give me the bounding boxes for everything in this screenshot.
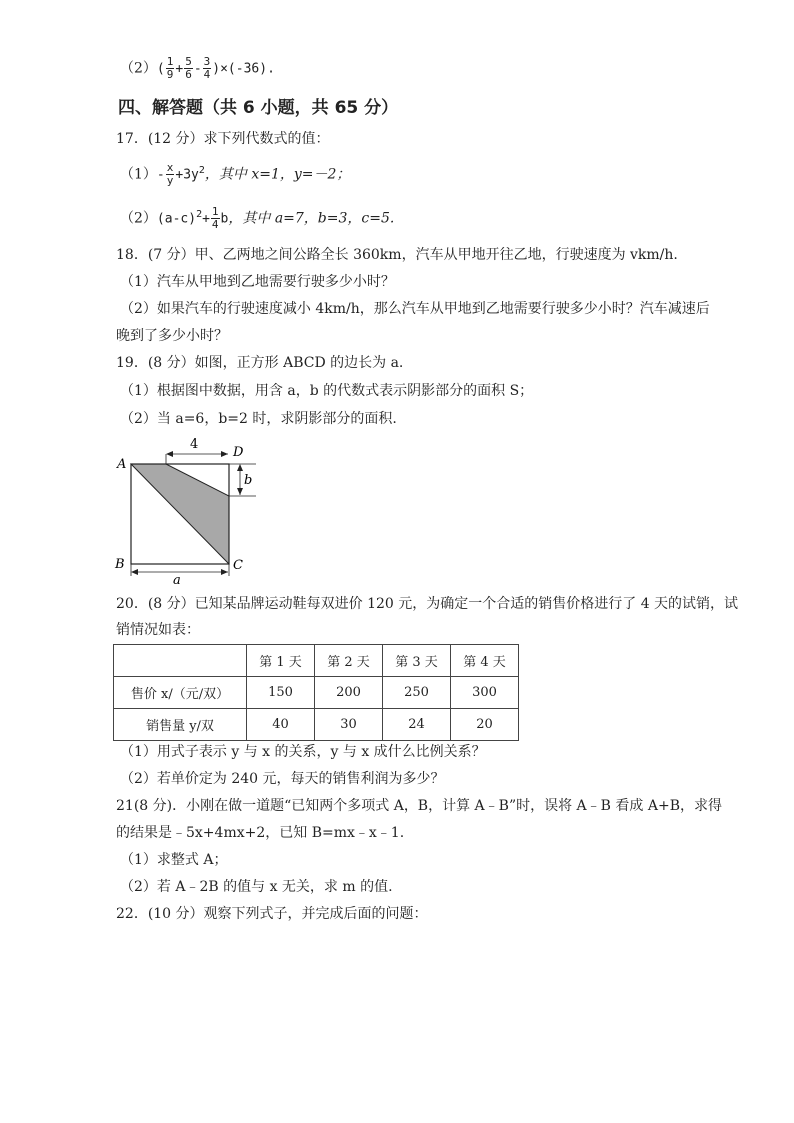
q20-part2: （2）若单价定为 240 元，每天的销售利润为多少？ [120,771,445,787]
table-cell: 200 [315,677,383,709]
fraction-5-6: $\frac{5}{6}$ [185,55,192,81]
q16-part2: （2）( $\frac{1}{9}$ + $\frac{5}{6}$ - $\frac{3}{4}$ )×(-36). [120,55,275,81]
table-cell: 250 [383,677,451,709]
table-header-cell: 第 1 天 [247,645,315,677]
dim-label-b: b [244,473,253,488]
table-cell: 300 [451,677,519,709]
table-cell: 20 [451,709,519,741]
q21-stem: 21(8 分)．小刚在做一道题“已知两个多项式 A，B，计算 A﹣B”时，误将 A﹣B 看成 A+B，求得 [116,798,722,814]
q17-stem: 17．(12 分）求下列代数式的值： [116,131,330,147]
table-header-row [114,645,519,677]
vertex-label-d: D [233,445,244,460]
table-row-label: 售价 x/（元/双） [114,677,247,709]
table-cell: 24 [383,709,451,741]
q19-part1: （1）根据图中数据，用含 a，b 的代数式表示阴影部分的面积 S； [120,383,534,399]
q17-part1: （1）- $\frac{x}{y}$ $+3y^2$，其中 x=1，y=－2； [120,161,351,188]
square-abcd-figure [110,432,270,584]
q20-stem: 20．(8 分）已知某品牌运动鞋每双进价 120 元，为确定一个合适的销售价格进行了 4 天的试销，试 [116,596,739,612]
table-row [114,709,519,741]
q18-part2-cont: 晚到了多少小时？ [116,328,228,344]
q20-stem-cont: 销情况如表： [116,622,200,638]
table-header-cell: 第 3 天 [383,645,451,677]
sales-table [113,644,519,741]
vertex-label-b: B [115,557,125,572]
fraction-1-9: $\frac{1}{9}$ [166,55,174,81]
q19-stem: 19．(8 分）如图，正方形 ABCD 的边长为 a. [116,355,404,371]
q21-part1: （1）求整式 A； [120,852,228,868]
fraction-1-4: $\frac{1}{4}$ [211,205,219,232]
table-row-label: 销售量 y/双 [114,709,247,741]
q20-part1: （1）用式子表示 y 与 x 的关系，y 与 x 成什么比例关系？ [120,744,486,760]
table-cell: 40 [247,709,315,741]
fraction-3-4: $\frac{3}{4}$ [203,55,211,81]
table-header-cell: 第 2 天 [315,645,383,677]
vertex-label-a: A [117,457,127,472]
table-row [114,677,519,709]
table-header-cell: 第 4 天 [451,645,519,677]
q18-part2: （2）如果汽车的行驶速度减小 4km/h，那么汽车从甲地到乙地需要行驶多少小时？汽车减速后 [120,301,710,317]
vertex-label-c: C [233,558,243,573]
q21-part2: （2）若 A﹣2B 的值与 x 无关，求 m 的值. [120,879,393,895]
section-title: 四、解答题（共 6 小题，共 65 分） [118,98,399,118]
q17-part2: $(2)(a-c)^2+$ $\frac{1}{4}$ b，其中 a=7，b=3，c=5. [120,205,395,232]
q22-stem: 22．(10 分）观察下列式子，并完成后面的问题： [116,906,428,922]
table-cell: 30 [315,709,383,741]
dim-label-4: 4 [190,437,199,452]
dim-label-a: a [173,573,181,584]
fraction-x-y: $\frac{x}{y}$ [166,161,174,188]
table-header-cell [114,645,247,677]
q18-part1: （1）汽车从甲地到乙地需要行驶多少小时？ [120,274,395,290]
table-cell: 150 [247,677,315,709]
q18-stem: 18．(7 分）甲、乙两地之间公路全长 360km，汽车从甲地开往乙地，行驶速度为 vkm/h. [116,247,678,263]
shaded-region [131,464,229,564]
q21-stem-cont: 的结果是﹣5x+4mx+2，已知 B=mx﹣x﹣1. [116,825,405,841]
q19-part2: （2）当 a=6，b=2 时，求阴影部分的面积. [120,411,397,427]
